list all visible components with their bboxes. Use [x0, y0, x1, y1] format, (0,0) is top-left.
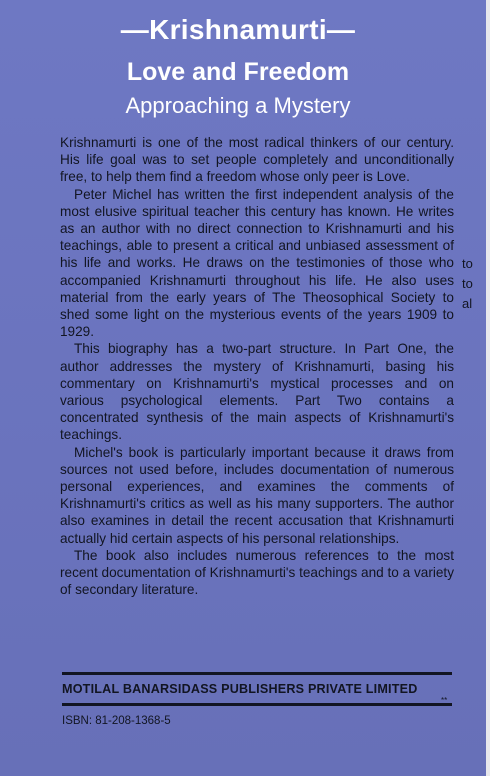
publisher-mark: **: [441, 696, 448, 705]
margin-note: al: [462, 296, 473, 311]
divider-bottom: [62, 703, 452, 706]
page-edge: [486, 0, 490, 776]
book-subtitle: Approaching a Mystery: [125, 93, 351, 118]
blurb-text: [60, 134, 454, 598]
divider-top: [62, 672, 452, 675]
isbn-number: ISBN: 81-208-1368-5: [62, 715, 171, 727]
blurb-paragraph: Michel's book is particularly important because it draws from sources not used before, includes documentation of numerous personal experiences, and examines the comments of Krishnamurti's critics as well as his many supporters. The author also examines in detail the recent accusation that Krishnamurti actually hid certain aspects of his personal relationships.: [60, 444, 454, 546]
author-heading: —Krishnamurti—: [120, 14, 356, 45]
margin-note: to: [462, 256, 473, 271]
blurb-paragraph: This biography has a two-part structure. In Part One, the author addresses the mystery of Krishnamurti, basing his commentary on Krishnamurti's mystical processes and on various psychological elements. Part Two contains a concentrated synthesis of the main aspects of Krishnamurti's teachings.: [60, 341, 454, 443]
publisher-name: MOTILAL BANARSIDASS PUBLISHERS PRIVATE LIMITED: [62, 682, 418, 696]
blurb-paragraph: Peter Michel has written the first independent analysis of the most elusive spiritual teacher this century has known. He writes as an author with no direct connection to Krishnamurti and his teachings, able to present a critical and unbiased assessment of his life and works. He draws on the testimonies of those who accompanied Krishnamurti throughout his life. He also uses material from the early years of The Theosophical Society to shed some light on the mysterious events of the years 1909 to 1929.: [60, 186, 454, 340]
margin-notes: [462, 254, 488, 314]
margin-note: to: [462, 276, 473, 291]
blurb-paragraph: The book also includes numerous references to the most recent documentation of Krishnamurti's teachings and to a variety of secondary literature.: [60, 547, 455, 598]
book-title: Love and Freedom: [126, 58, 350, 86]
blurb-paragraph: Krishnamurti is one of the most radical thinkers of our century. His life goal was to set people completely and unconditionally free, to help them find a freedom whose only peer is Love.: [60, 135, 454, 185]
